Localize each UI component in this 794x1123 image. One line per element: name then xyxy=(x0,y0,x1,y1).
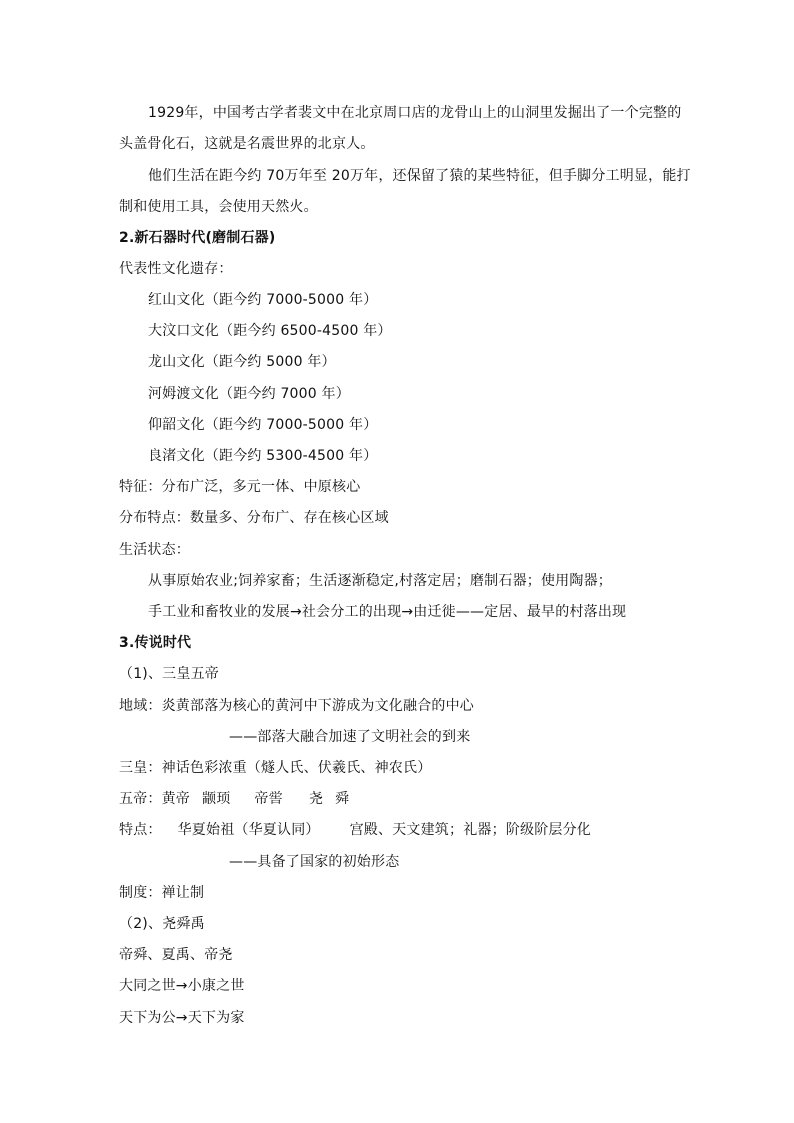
tianxia-line: 天下为公→天下为家 xyxy=(119,1010,245,1026)
culture-item: 龙山文化（距今约 5000 年） xyxy=(148,354,336,370)
five-emperors-label: 五帝：黄帝 xyxy=(119,791,190,807)
emperor-name: 尧 xyxy=(308,791,324,807)
traits-line xyxy=(119,821,591,839)
three-sovereigns-line: 三皇：神话色彩浓重（燧人氏、伏羲氏、神农氏） xyxy=(119,760,432,776)
paragraph-living-line2: 制和使用工具，会使用天然火。 xyxy=(119,199,318,215)
culture-item: 红山文化（距今约 7000-5000 年） xyxy=(148,292,378,308)
life-status-line2: 手工业和畜牧业的发展→社会分工的出现→由迁徙——定居、最早的村落出现 xyxy=(148,604,627,620)
region-line: 地域：炎黄部落为核心的黄河中下游成为文化融合的中心 xyxy=(119,698,474,714)
section-heading-neolithic: 2.新石器时代(磨制石器) xyxy=(119,230,276,246)
paragraph-peking-man-line2: 头盖骨化石，这就是名震世界的北京人。 xyxy=(119,136,375,152)
traits-part-a: 华夏始祖（华夏认同） xyxy=(177,822,320,838)
paragraph-peking-man-line1: 1929年，中国考古学者裴文中在北京周口店的龙骨山上的山洞里发掘出了一个完整的 xyxy=(148,105,682,121)
emperors-line: 帝舜、夏禹、帝尧 xyxy=(119,947,233,963)
region-note: ——部落大融合加速了文明社会的到来 xyxy=(229,729,471,745)
representative-cultures-label: 代表性文化遗存： xyxy=(119,261,233,277)
culture-item: 仰韶文化（距今约 7000-5000 年） xyxy=(148,417,378,433)
traits-part-b: 宫殿、天文建筑；礼器；阶级阶层分化 xyxy=(349,822,592,838)
traits-note: ——具备了国家的初始形态 xyxy=(229,854,400,870)
subheading-three-sovereigns: （1)、三皇五帝 xyxy=(119,666,219,682)
culture-item: 河姆渡文化（距今约 7000 年） xyxy=(148,386,350,402)
life-status-label: 生活状态： xyxy=(119,542,190,558)
paragraph-living-line1: 他们生活在距今约 70万年至 20万年，还保留了猿的某些特征，但手脚分工明显，能打 xyxy=(148,168,691,184)
life-status-line1: 从事原始农业;饲养家畜；生活逐渐稳定,村落定居；磨制石器；使用陶器； xyxy=(148,573,612,589)
traits-label: 特点： xyxy=(119,822,162,838)
subheading-yao-shun-yu: （2)、尧舜禹 xyxy=(119,916,205,932)
emperor-name: 颛顼 xyxy=(202,791,231,807)
distribution-line: 分布特点：数量多、分布广、存在核心区域 xyxy=(119,510,389,526)
five-emperors-line xyxy=(119,790,349,808)
system-line: 制度：禅让制 xyxy=(119,885,205,901)
datong-line: 大同之世→小康之世 xyxy=(119,978,245,994)
emperor-name: 舜 xyxy=(335,791,350,807)
culture-item: 大汶口文化（距今约 6500-4500 年） xyxy=(148,323,392,339)
section-heading-legendary-era: 3.传说时代 xyxy=(119,635,192,651)
emperor-name: 帝喾 xyxy=(254,791,283,807)
features-line: 特征：分布广泛，多元一体、中原核心 xyxy=(119,479,361,495)
culture-item: 良渚文化（距今约 5300-4500 年） xyxy=(148,448,378,464)
